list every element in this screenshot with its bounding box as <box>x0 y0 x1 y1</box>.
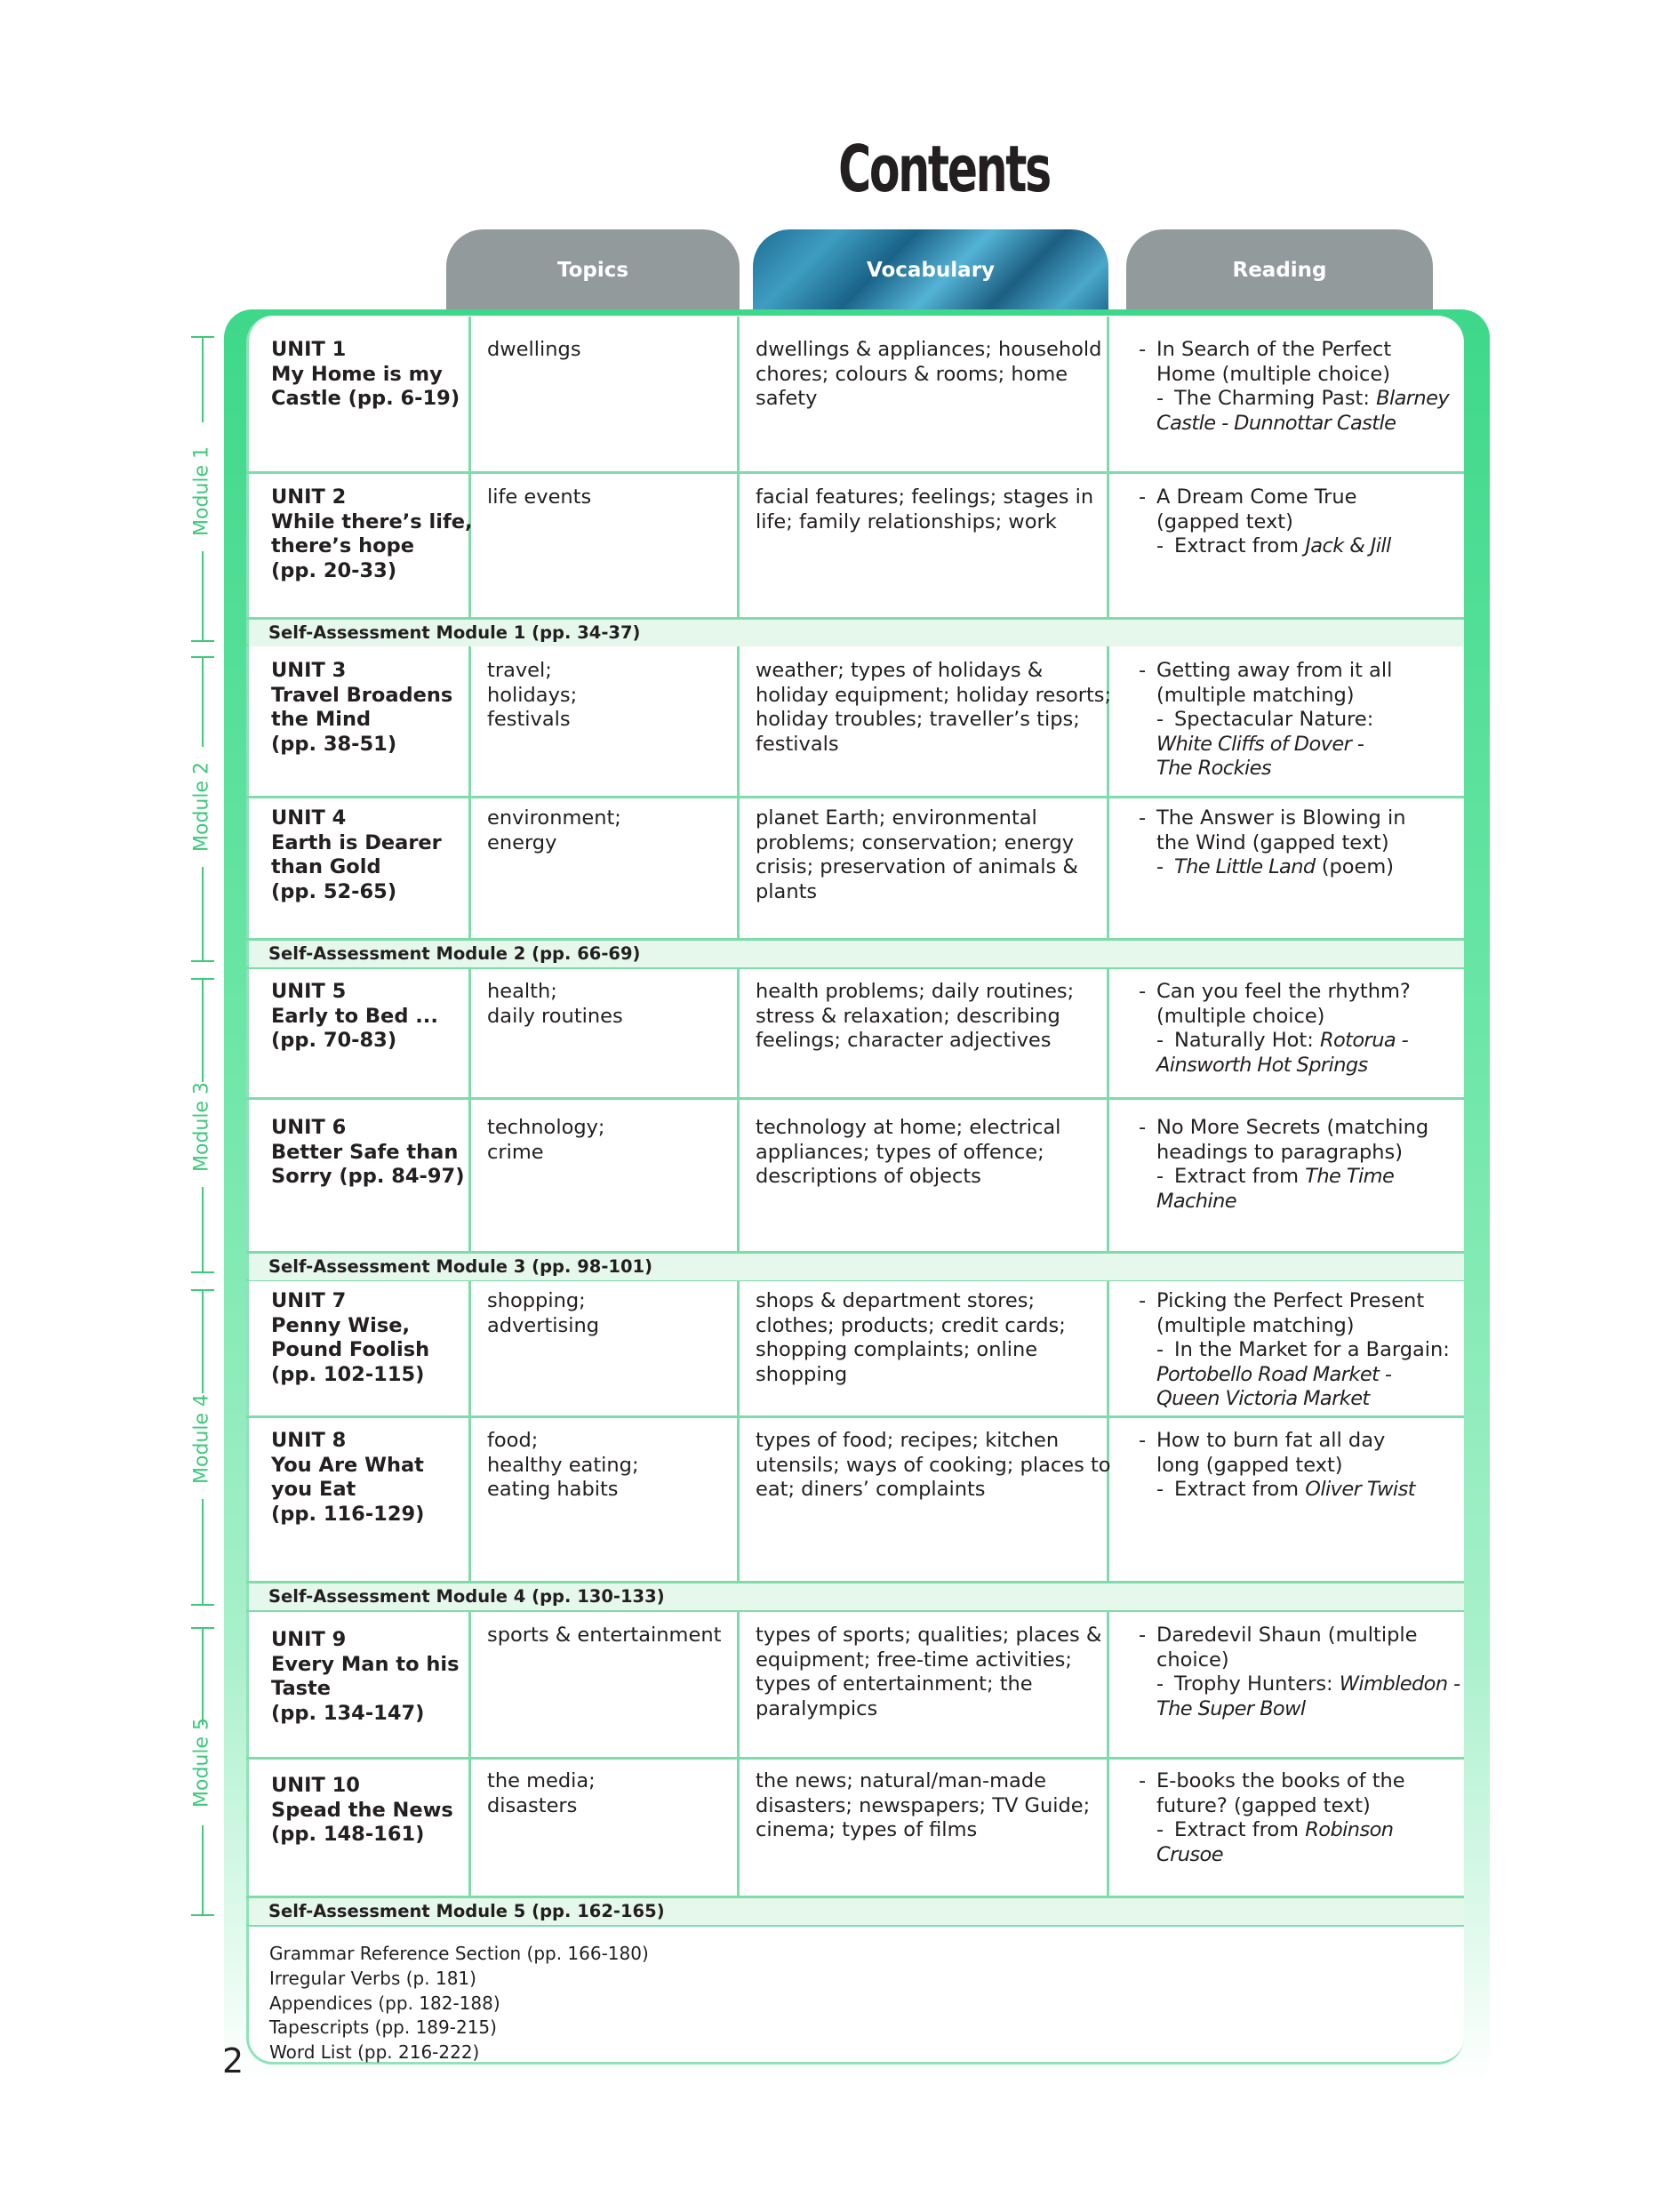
vocab-text: shopping <box>756 1362 848 1386</box>
col-divider <box>737 317 740 617</box>
vocab-text: appliances; types of offence; <box>756 1140 1044 1164</box>
unit-name: Castle (pp. 6-19) <box>271 387 460 410</box>
self-assessment-label: Self-Assessment Module 2 (pp. 66-69) <box>268 943 641 964</box>
reading-title: White Cliffs of Dover - <box>1156 732 1364 756</box>
tab-vocabulary[interactable]: Vocabulary <box>753 229 1108 311</box>
unit-topics <box>487 1769 596 1818</box>
topic-text: eating habits <box>487 1478 619 1501</box>
vocab-text: paralympics <box>756 1696 878 1720</box>
vocab-text: safety <box>756 387 818 410</box>
unit-reading: - Getting away from it all (multiple matching) - Spectacular Nature: White Cliffs of Dover - The Rockies <box>1139 659 1393 780</box>
reading-title: Castle - Dunnottar Castle <box>1156 411 1396 435</box>
col-divider <box>1107 1612 1109 1896</box>
unit-pages: (pp. 20-33) <box>271 558 397 582</box>
unit-reading: - No More Secrets (matching headings to paragraphs) - Extract from The Time Machine <box>1139 1116 1429 1213</box>
topic-text: food; <box>487 1429 539 1452</box>
unit-name: Penny Wise, <box>271 1313 411 1337</box>
unit-reading: - How to burn fat all day long (gapped text) - Extract from Oliver Twist <box>1139 1429 1415 1501</box>
tab-reading[interactable]: Reading <box>1126 229 1433 311</box>
unit-topics <box>487 1116 605 1165</box>
unit-number: UNIT 3 <box>271 659 347 682</box>
col-divider <box>1107 317 1109 617</box>
reading-text: Spectacular Nature: <box>1174 708 1374 731</box>
vocab-text: eat; diners’ complaints <box>756 1478 986 1501</box>
reading-text: (multiple matching) <box>1156 683 1355 707</box>
topic-text: sports & entertainment <box>487 1624 722 1647</box>
vocab-text: shops & department stores; <box>756 1289 1036 1312</box>
reading-text: Extract from <box>1174 1165 1306 1188</box>
reading-title: Wimbledon - <box>1339 1672 1460 1696</box>
topic-text: disasters <box>487 1793 578 1817</box>
page-title: Contents <box>838 132 1050 206</box>
vocab-text: crisis; preservation of animals & <box>756 855 1078 878</box>
reading-text: In Search of the Perfect <box>1156 338 1392 361</box>
unit-title[interactable] <box>271 1116 464 1190</box>
self-assessment-row <box>249 1898 1464 1925</box>
unit-pages: (pp. 116-129) <box>271 1502 425 1526</box>
unit-vocabulary <box>756 338 1101 412</box>
row-divider <box>246 1415 1464 1418</box>
vocab-text: feelings; character adjectives <box>756 1029 1052 1052</box>
unit-reading: - Can you feel the rhythm? (multiple choice) - Naturally Hot: Rotorua - Ainsworth Hot Springs <box>1139 980 1411 1077</box>
self-assessment-label: Self-Assessment Module 1 (pp. 34-37) <box>268 622 641 643</box>
appendix-link[interactable]: Grammar Reference Section (pp. 166-180) <box>269 1943 649 1964</box>
module-label: Module 5 <box>190 1718 213 1808</box>
vocab-text: weather; types of holidays & <box>756 659 1044 682</box>
vocab-text: shopping complaints; online <box>756 1338 1038 1361</box>
unit-reading: - E-books the books of the future? (gapped text) - Extract from Robinson Crusoe <box>1139 1769 1405 1866</box>
unit-title[interactable] <box>271 485 473 583</box>
reading-text: (poem) <box>1315 855 1395 878</box>
col-divider <box>1107 969 1109 1251</box>
appendix-link[interactable]: Appendices (pp. 182-188) <box>269 1992 500 2014</box>
reading-text: Naturally Hot: <box>1174 1029 1320 1052</box>
reading-title: Queen Victoria Market <box>1156 1387 1370 1410</box>
self-assessment-row <box>249 941 1464 967</box>
unit-name: than Gold <box>271 855 381 878</box>
unit-vocabulary <box>756 980 1074 1054</box>
vocab-text: equipment; free-time activities; <box>756 1648 1072 1672</box>
reading-text: Extract from <box>1174 1478 1306 1501</box>
reading-text: (multiple matching) <box>1156 1313 1355 1337</box>
reading-title: The Super Bowl <box>1156 1696 1306 1720</box>
row-divider <box>246 471 1464 474</box>
module-line <box>202 1825 204 1914</box>
row-divider <box>246 1097 1464 1100</box>
unit-title[interactable] <box>271 1289 429 1387</box>
unit-reading: - A Dream Come True (gapped text) - Extract from Jack & Jill <box>1139 485 1391 557</box>
topic-text: advertising <box>487 1313 600 1337</box>
reading-title: Machine <box>1156 1189 1236 1213</box>
reading-text: E-books the books of the <box>1156 1769 1405 1792</box>
vocab-text: planet Earth; environmental <box>756 806 1037 830</box>
vocab-text: disasters; newspapers; TV Guide; <box>756 1793 1091 1817</box>
unit-pages: (pp. 38-51) <box>271 732 397 756</box>
appendix-list <box>269 1942 649 2065</box>
unit-vocabulary <box>756 1624 1101 1721</box>
module-tick <box>191 960 214 962</box>
topic-text: holidays; <box>487 683 578 707</box>
reading-title: Robinson <box>1305 1818 1394 1841</box>
col-divider <box>737 646 740 938</box>
appendix-link[interactable]: Word List (pp. 216-222) <box>269 2041 480 2064</box>
topic-text: travel; <box>487 659 552 682</box>
topic-text: energy <box>487 830 557 854</box>
topic-text: health; <box>487 980 557 1003</box>
unit-vocabulary <box>756 1289 1066 1387</box>
col-divider <box>468 646 471 938</box>
unit-number: UNIT 8 <box>271 1429 347 1452</box>
unit-vocabulary <box>756 1116 1060 1190</box>
topic-text: shopping; <box>487 1289 586 1312</box>
topic-text: environment; <box>487 806 621 830</box>
vocab-text: life; family relationships; work <box>756 509 1057 533</box>
vocab-text: cinema; types of films <box>756 1818 978 1841</box>
reading-text: choice) <box>1156 1648 1229 1672</box>
reading-text: future? (gapped text) <box>1156 1793 1371 1817</box>
appendix-link[interactable]: Irregular Verbs (p. 181) <box>269 1967 476 1989</box>
reading-text: the Wind (gapped text) <box>1156 830 1389 854</box>
topic-text: daily routines <box>487 1004 623 1028</box>
vocab-text: stress & relaxation; describing <box>756 1004 1060 1028</box>
unit-number: UNIT 6 <box>271 1116 347 1139</box>
unit-name: My Home is my <box>271 362 443 386</box>
col-divider <box>737 1281 740 1581</box>
reading-text: Can you feel the rhythm? <box>1156 980 1411 1003</box>
unit-reading: - Daredevil Shaun (multiple choice) - Trophy Hunters: Wimbledon - The Super Bowl <box>1139 1624 1460 1720</box>
col-divider <box>468 969 471 1251</box>
unit-pages: (pp. 148-161) <box>271 1823 425 1846</box>
reading-text: Picking the Perfect Present <box>1156 1289 1425 1312</box>
unit-pages: (pp. 134-147) <box>271 1701 425 1725</box>
unit-topics <box>487 1429 639 1503</box>
topic-text: crime <box>487 1140 544 1164</box>
reading-title: Jack & Jill <box>1305 534 1391 557</box>
vocab-text: dwellings & appliances; household <box>756 338 1102 361</box>
unit-pages: (pp. 70-83) <box>271 1029 397 1052</box>
unit-topics <box>487 659 577 733</box>
reading-title: Oliver Twist <box>1305 1478 1415 1501</box>
reading-title: The Rockies <box>1156 757 1272 780</box>
reading-title: Portobello Road Market - <box>1156 1362 1392 1386</box>
self-assessment-label: Self-Assessment Module 3 (pp. 98-101) <box>268 1256 653 1277</box>
vocab-text: types of sports; qualities; places & <box>756 1624 1102 1647</box>
reading-text: long (gapped text) <box>1156 1453 1343 1477</box>
unit-title[interactable] <box>271 338 460 412</box>
reading-text: headings to paragraphs) <box>1156 1140 1404 1164</box>
col-divider <box>468 1612 471 1896</box>
reading-text: In the Market for a Bargain: <box>1174 1338 1450 1361</box>
unit-title[interactable] <box>271 1774 453 1848</box>
module-tick <box>191 1914 214 1916</box>
reading-text: Trophy Hunters: <box>1174 1672 1340 1696</box>
module-tick <box>191 640 214 642</box>
topic-text: life events <box>487 485 592 509</box>
reading-text: The Charming Past: <box>1174 387 1377 410</box>
unit-number: UNIT 4 <box>271 806 347 830</box>
unit-name: Better Safe than <box>271 1140 459 1164</box>
topic-text: dwellings <box>487 338 581 361</box>
row-divider <box>246 1757 1464 1760</box>
unit-pages: (pp. 52-65) <box>271 879 397 903</box>
reading-text: Getting away from it all <box>1156 659 1393 682</box>
unit-name: While there’s life, <box>271 509 473 533</box>
reading-title: Blarney <box>1376 387 1450 410</box>
unit-topics <box>487 980 623 1029</box>
vocab-text: utensils; ways of cooking; places to <box>756 1453 1111 1477</box>
reading-title: Rotorua - <box>1319 1029 1409 1052</box>
vocab-text: plants <box>756 879 818 903</box>
reading-title: The Time <box>1305 1165 1395 1188</box>
unit-number: UNIT 1 <box>271 338 347 361</box>
reading-text: (gapped text) <box>1156 509 1293 533</box>
unit-reading: - Picking the Perfect Present (multiple matching) - In the Market for a Bargain: Portobello Road Market - Queen Victoria Market <box>1139 1289 1450 1410</box>
reading-text: Extract from <box>1174 1818 1306 1841</box>
unit-title[interactable] <box>271 659 452 757</box>
reading-text: Home (multiple choice) <box>1156 362 1391 386</box>
unit-name: Earth is Dearer <box>271 830 442 854</box>
module-tick <box>191 1271 214 1273</box>
unit-name: Taste <box>271 1677 332 1700</box>
reading-text: No More Secrets (matching <box>1156 1116 1429 1139</box>
unit-title[interactable] <box>271 1429 424 1527</box>
module-line <box>202 1499 204 1604</box>
self-assessment-label: Self-Assessment Module 5 (pp. 162-165) <box>268 1901 665 1921</box>
unit-number: UNIT 10 <box>271 1774 360 1797</box>
reading-text: Extract from <box>1174 534 1306 557</box>
unit-title[interactable] <box>271 980 438 1054</box>
vocab-text: descriptions of objects <box>756 1165 981 1188</box>
reading-text: How to burn fat all day <box>1156 1429 1386 1452</box>
vocab-text: facial features; feelings; stages in <box>756 485 1094 509</box>
unit-name: Spead the News <box>271 1798 453 1822</box>
unit-name: Pound Foolish <box>271 1338 430 1361</box>
unit-number: UNIT 9 <box>271 1628 347 1651</box>
reading-text: Daredevil Shaun (multiple <box>1156 1624 1418 1647</box>
unit-title[interactable] <box>271 806 442 904</box>
unit-vocabulary <box>756 1769 1090 1843</box>
unit-topics <box>487 806 621 855</box>
unit-name: Sorry (pp. 84-97) <box>271 1165 465 1188</box>
reading-text: The Answer is Blowing in <box>1156 806 1406 830</box>
vocab-text: problems; conservation; energy <box>756 830 1075 854</box>
vocab-text: health problems; daily routines; <box>756 980 1075 1003</box>
unit-vocabulary <box>756 485 1093 534</box>
page-number: 2 <box>222 2041 244 2081</box>
unit-name: the Mind <box>271 708 372 731</box>
unit-number: UNIT 7 <box>271 1289 347 1312</box>
unit-topics <box>487 1624 721 1648</box>
unit-reading: - In Search of the Perfect Home (multiple choice) - The Charming Past: Blarney Castle - Dunnottar Castle <box>1139 338 1450 435</box>
unit-name: there’s hope <box>271 534 415 557</box>
unit-name: Every Man to his <box>271 1652 460 1676</box>
unit-name: Early to Bed ... <box>271 1004 438 1028</box>
vocab-text: festivals <box>756 732 839 756</box>
topic-text: the media; <box>487 1769 596 1792</box>
self-assessment-row <box>249 1584 1464 1610</box>
vocab-text: clothes; products; credit cards; <box>756 1313 1066 1337</box>
unit-number: UNIT 5 <box>271 980 347 1003</box>
reading-text: A Dream Come True <box>1156 485 1357 509</box>
vocab-text: technology at home; electrical <box>756 1116 1061 1139</box>
unit-topics <box>487 485 591 510</box>
col-divider <box>468 1281 471 1581</box>
module-line <box>202 1187 204 1271</box>
module-line <box>202 551 204 640</box>
reading-text: (multiple choice) <box>1156 1004 1325 1028</box>
module-label: Module 1 <box>190 446 213 536</box>
self-assessment-row <box>249 620 1464 646</box>
vocab-text: types of entertainment; the <box>756 1672 1033 1696</box>
topic-text: technology; <box>487 1116 605 1139</box>
reading-title: Crusoe <box>1156 1842 1223 1866</box>
unit-topics <box>487 1289 599 1338</box>
unit-number: UNIT 2 <box>271 485 347 509</box>
reading-title: The Little Land <box>1174 855 1316 878</box>
unit-vocabulary <box>756 1429 1111 1503</box>
topic-text: festivals <box>487 708 571 731</box>
vocab-text: chores; colours & rooms; home <box>756 362 1068 386</box>
vocab-text: the news; natural/man-made <box>756 1769 1046 1792</box>
unit-title[interactable] <box>271 1628 460 1726</box>
tab-topics[interactable]: Topics <box>446 229 740 311</box>
vocab-text: holiday equipment; holiday resorts; <box>756 683 1112 707</box>
appendix-link[interactable]: Tapescripts (pp. 189-215) <box>269 2017 497 2039</box>
self-assessment-label: Self-Assessment Module 4 (pp. 130-133) <box>268 1586 665 1607</box>
reading-title: Ainsworth Hot Springs <box>1156 1053 1368 1077</box>
module-line <box>202 338 204 422</box>
unit-pages: (pp. 102-115) <box>271 1362 425 1386</box>
module-tick <box>191 1604 214 1606</box>
unit-topics <box>487 338 581 363</box>
row-divider <box>246 796 1464 798</box>
col-divider <box>737 1612 740 1896</box>
unit-name: You Are What <box>271 1453 424 1477</box>
vocab-text: holiday troubles; traveller’s tips; <box>756 708 1080 731</box>
unit-reading: - The Answer is Blowing in the Wind (gapped text) - The Little Land (poem) <box>1139 806 1406 878</box>
self-assessment-row <box>249 1254 1464 1280</box>
module-line <box>202 658 204 747</box>
unit-name: Travel Broadens <box>271 683 453 707</box>
module-label: Module 2 <box>190 762 213 852</box>
vocab-text: types of food; recipes; kitchen <box>756 1429 1060 1452</box>
module-label: Module 4 <box>190 1394 213 1484</box>
unit-vocabulary <box>756 806 1078 904</box>
topic-text: healthy eating; <box>487 1453 639 1477</box>
module-line <box>202 867 204 960</box>
unit-vocabulary <box>756 659 1111 757</box>
col-divider <box>737 969 740 1251</box>
module-label: Module 3 <box>190 1082 213 1172</box>
unit-name: you Eat <box>271 1478 356 1501</box>
